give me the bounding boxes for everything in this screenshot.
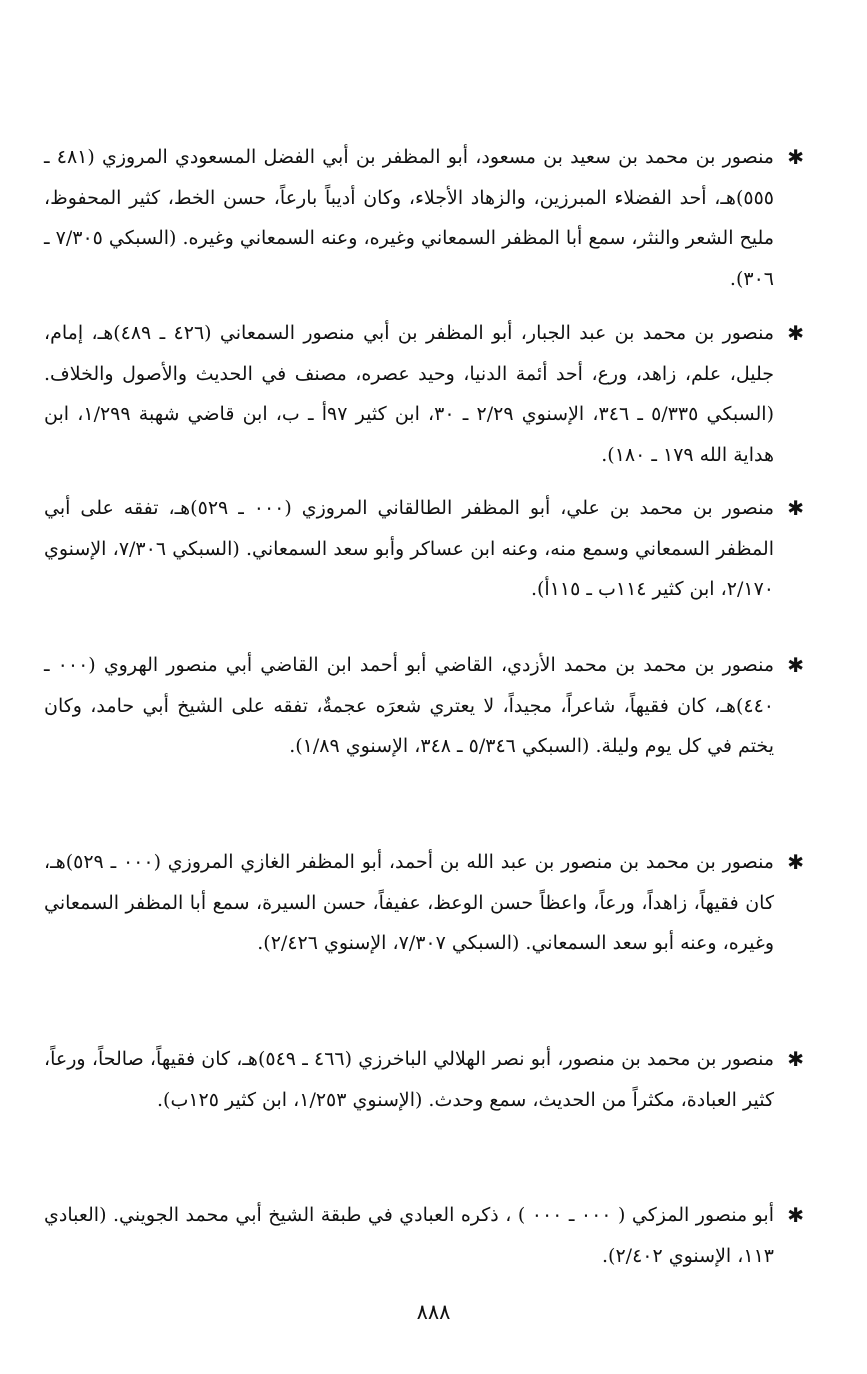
asterisk-icon: ✱ — [787, 145, 804, 169]
asterisk-icon: ✱ — [787, 496, 804, 520]
entry-text: منصور بن محمد بن محمد الأزدي، القاضي أبو أحمد ابن القاضي أبي منصور الهروي (٠٠٠ ـ ٤٤٠)هـ، كان فقيهاً، شاعراً، مجيداً، لا يعتري شعرَه عجمةٌ، تفقه على الشيخ أبي حامد، وكان يختم في كل يوم وليلة. (السبكي ٥/٣٤٦ ـ ٣٤٨، الإسنوي ١/٨٩). — [44, 654, 774, 757]
asterisk-icon: ✱ — [787, 1047, 804, 1071]
page-number: ٨٨٨ — [416, 1300, 451, 1324]
biography-entry — [44, 645, 804, 767]
entry-text: منصور بن محمد بن علي، أبو المظفر الطالقاني المروزي (٠٠٠ ـ ٥٢٩)هـ، تفقه على أبي المظفر السمعاني وسمع منه، وعنه ابن عساكر وأبو سعد السمعاني. (السبكي ٧/٣٠٦، الإسنوي ٢/١٧٠، ابن كثير ١١٤ب ـ ١١٥أ). — [44, 497, 774, 600]
entry-text: منصور بن محمد بن منصور، أبو نصر الهلالي الباخرزي (٤٦٦ ـ ٥٤٩)هـ، كان فقيهاً، صالحاً، ورعاً، كثير العبادة، مكثراً من الحديث، سمع وحدث. (الإسنوي ١/٢٥٣، ابن كثير ١٢٥ب). — [44, 1048, 774, 1111]
asterisk-icon: ✱ — [787, 1203, 804, 1227]
asterisk-icon: ✱ — [787, 850, 804, 874]
biography-entry — [44, 1195, 804, 1276]
biography-entry — [44, 313, 804, 475]
asterisk-icon: ✱ — [787, 653, 804, 677]
biography-entry — [44, 1039, 804, 1120]
entry-text: منصور بن محمد بن عبد الجبار، أبو المظفر بن أبي منصور السمعاني (٤٢٦ ـ ٤٨٩)هـ، إمام، جليل، علم، زاهد، ورع، أحد أئمة الدنيا، وحيد عصره، مصنف في الحديث والأصول والخلاف. (السبكي ٥/٣٣٥ ـ ٣٤٦، الإسنوي ٢/٢٩ ـ ٣٠، ابن كثير ٩٧أ ـ ب، ابن قاضي شهبة ١/٢٩٩، ابن هداية الله ١٧٩ ـ ١٨٠). — [44, 322, 775, 466]
biography-entry — [44, 842, 804, 964]
entry-text: أبو منصور المزكي ( ٠٠٠ ـ ٠٠٠ ) ، ذكره العبادي في طبقة الشيخ أبي محمد الجويني. (العبادي ١١٣، الإسنوي ٢/٤٠٢). — [44, 1204, 774, 1267]
entry-text: منصور بن محمد بن منصور بن عبد الله بن أحمد، أبو المظفر الغازي المروزي (٠٠٠ ـ ٥٢٩)هـ، كان فقيهاً، زاهداً، ورعاً، واعظاً حسن الوعظ، عفيفاً، حسن السيرة، سمع أبا المظفر السمعاني وغيره، وعنه أبو سعد السمعاني. (السبكي ٧/٣٠٧، الإسنوي ٢/٤٢٦). — [44, 851, 774, 954]
asterisk-icon: ✱ — [787, 321, 804, 345]
biography-entry — [44, 488, 804, 610]
biography-entry — [44, 137, 804, 299]
entry-text: منصور بن محمد بن سعيد بن مسعود، أبو المظفر بن أبي الفضل المسعودي المروزي (٤٨١ ـ ٥٥٥)هـ، أحد الفضلاء المبرزين، والزهاد الأجلاء، وكان أديباً بارعاً، حسن الخط، كثير المحفوظ، مليح الشعر والنثر، سمع أبا المظفر السمعاني وغيره، وعنه السمعاني وغيره. (السبكي ٧/٣٠٥ ـ ٣٠٦). — [44, 146, 774, 290]
